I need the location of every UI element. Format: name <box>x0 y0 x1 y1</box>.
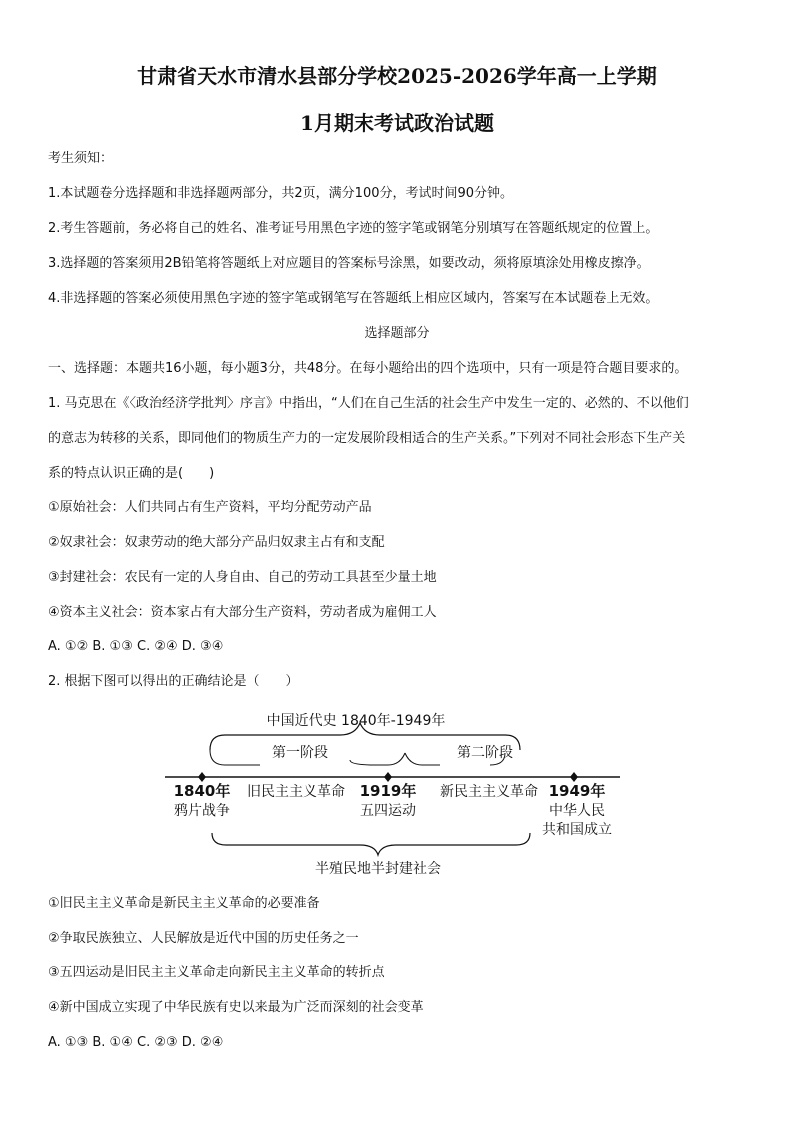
timeline-diagram <box>160 705 630 880</box>
q2-statement-3: ③五四运动是旧民主主义革命走向新民主主义革命的转折点 <box>48 965 385 980</box>
q2-stem: 2. 根据下图可以得出的正确结论是（ ） <box>48 674 299 689</box>
year-1840: 1840年 <box>173 782 231 800</box>
diagram-bottom-label: 半殖民地半封建社会 <box>315 861 441 877</box>
notice-item-1: 1.本试题卷分选择题和非选择题两部分，共2页，满分100分，考试时间90分钟。 <box>48 186 514 201</box>
section-heading: 选择题部分 <box>364 326 430 341</box>
q1-statement-4: ④资本主义社会：资本家占有大部分生产资料，劳动者成为雇佣工人 <box>48 605 437 620</box>
exam-title-line2: 1月期末考试政治试题 <box>300 111 494 135</box>
stage1-brace-left <box>210 750 225 765</box>
q1-options: A. ①② B. ①③ C. ②④ D. ③④ <box>48 639 224 654</box>
q1-stem-line1: 1. 马克思在《〈政治经济学批判〉序言》中指出，“人们在自己生活的社会生产中发生一定的、必然的、不以他们 <box>48 396 689 411</box>
bottom-brace <box>212 833 530 855</box>
event-1949-line2: 共和国成立 <box>542 822 612 838</box>
marker-1949 <box>570 772 578 782</box>
q1-stem-line3: 系的特点认识正确的是( ) <box>48 466 215 481</box>
section-instruction: 一、选择题：本题共16小题，每小题3分，共48分。在每小题给出的四个选项中，只有一项是符合题目要求的。 <box>48 361 688 376</box>
q2-statement-2: ②争取民族独立、人民解放是近代中国的历史任务之一 <box>48 931 359 946</box>
diagram-stage1-label: 第一阶段 <box>272 745 328 761</box>
event-1949-line1: 中华人民 <box>549 803 605 819</box>
marker-1840 <box>198 772 206 782</box>
segment-old-democratic: 旧民主主义革命 <box>247 784 345 800</box>
q1-stem-line2: 的意志为转移的关系，即同他们的物质生产力的一定发展阶段相适合的生产关系。”下列对不同社会形态下生产关 <box>48 431 686 446</box>
notice-item-3: 3.选择题的答案须用2B铅笔将答题纸上对应题目的答案标号涂黑，如要改动，须将原填涂处用橡皮擦净。 <box>48 256 650 271</box>
stage-divider-brace <box>350 753 405 765</box>
stage2-brace <box>405 753 440 765</box>
q1-statement-3: ③封建社会：农民有一定的人身自由、自己的劳动工具甚至少量土地 <box>48 570 437 585</box>
notice-item-2: 2.考生答题前，务必将自己的姓名、准考证号用黑色字迹的签字笔或钢笔分别填写在答题纸规定的位置上。 <box>48 221 659 236</box>
q1-statement-1: ①原始社会：人们共同占有生产资料，平均分配劳动产品 <box>48 500 372 515</box>
event-1840: 鸦片战争 <box>174 803 230 819</box>
notice-heading: 考生须知： <box>48 151 114 166</box>
year-1949: 1949年 <box>548 782 606 800</box>
marker-1919 <box>384 772 392 782</box>
q2-statement-1: ①旧民主主义革命是新民主主义革命的必要准备 <box>48 896 320 911</box>
event-1919: 五四运动 <box>360 803 416 819</box>
segment-new-democratic: 新民主主义革命 <box>440 784 538 800</box>
exam-title-line1: 甘肃省天水市清水县部分学校2025-2026学年高一上学期 <box>137 64 657 88</box>
year-1919: 1919年 <box>359 782 417 800</box>
q2-statement-4: ④新中国成立实现了中华民族有史以来最为广泛而深刻的社会变革 <box>48 1000 424 1015</box>
diagram-top-label: 中国近代史 1840年-1949年 <box>266 713 446 729</box>
q2-options: A. ①③ B. ①④ C. ②③ D. ②④ <box>48 1035 224 1050</box>
diagram-stage2-label: 第二阶段 <box>457 745 513 761</box>
notice-item-4: 4.非选择题的答案必须使用黑色字迹的签字笔或钢笔写在答题纸上相应区域内，答案写在本试题卷上无效。 <box>48 291 659 306</box>
q1-statement-2: ②奴隶社会：奴隶劳动的绝大部分产品归奴隶主占有和支配 <box>48 535 385 550</box>
